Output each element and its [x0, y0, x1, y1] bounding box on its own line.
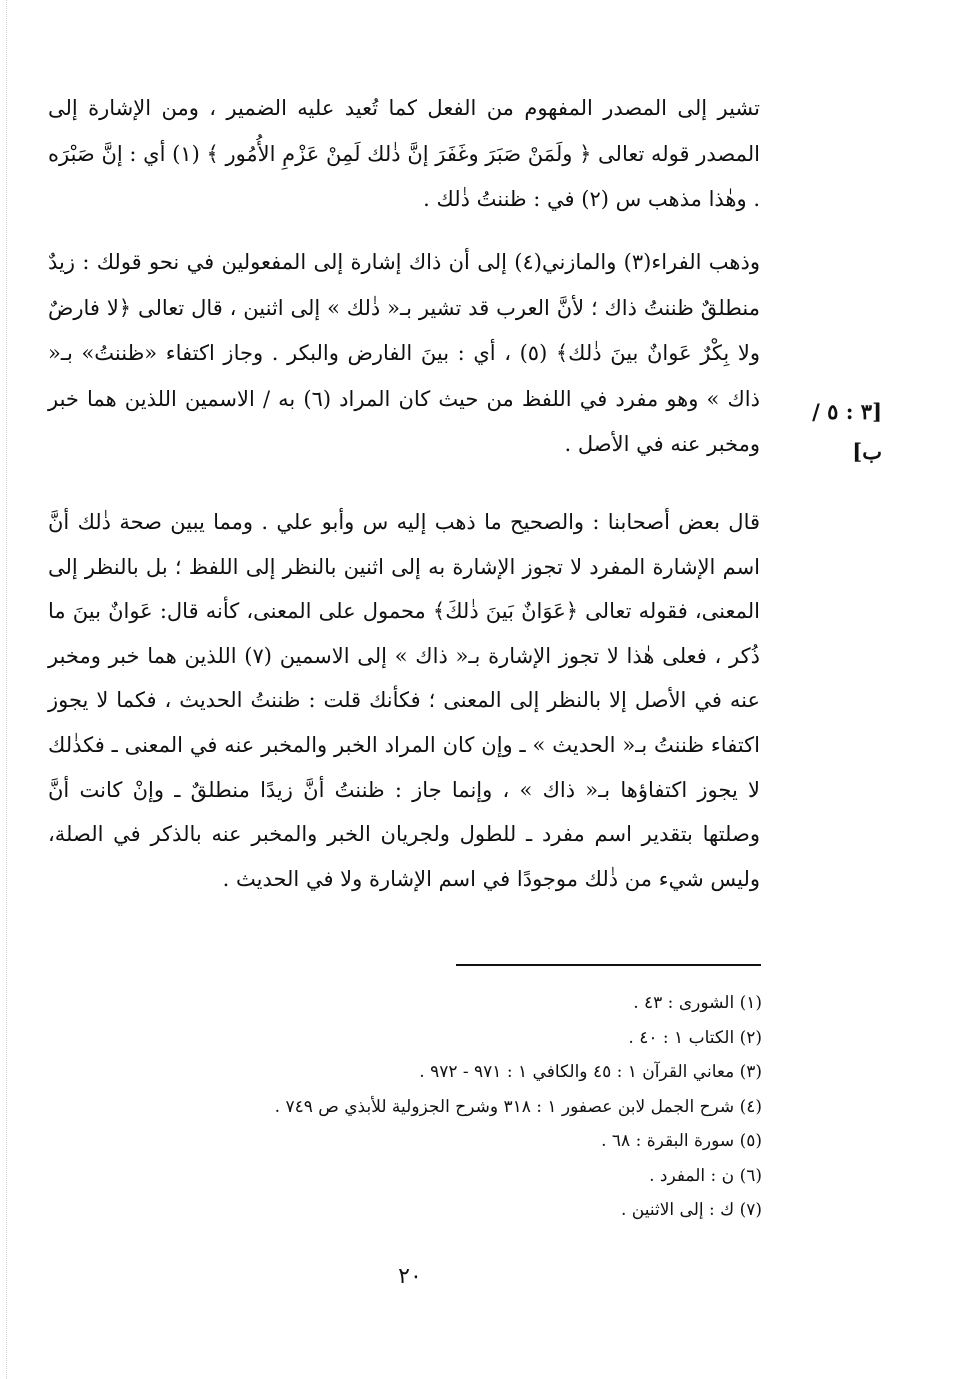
main-paragraph-2	[48, 240, 760, 468]
footnote-item: (٦) ن : المفرد .	[649, 1165, 762, 1186]
footnote-item: (٣) معاني القرآن ١ : ٤٥ والكافي ١ : ٩٧١ - ٩٧٢ .	[419, 1062, 762, 1082]
manuscript-folio-reference: [٣ : ٥ /ب]	[812, 399, 882, 464]
footnotes-list	[100, 986, 762, 1228]
footnote-item: (٧) ك : إلى الاثنين .	[621, 1200, 762, 1220]
paragraph-text: قال بعض أصحابنا : والصحيح ما ذهب إليه س وأبو علي . ومما يبين صحة ذٰلك أنَّ اسم الإشارة المفرد لا تجوز الإشارة به إلى اثنين بالنظر إلى اللفظ ؛ بل بالنظر إلى المعنى، فقوله تعالى ﴿عَوَانٌ بَينَ ذٰلكَ﴾ محمول على المعنى، كأنه قال: عَوانٌ بينَ ما ذُكر ، فعلى هٰذا لا تجوز الإشارة بـ« ذاك » إلى الاسمين (٧) اللذين هما خبر ومخبر عنه في الأصل إلا بالنظر إلى المعنى ؛ فكأنك قلت : ظننتُ الحديث ، فكما لا يجوز اكتفاء ظننتُ بـ« الحديث » ـ وإن كان المراد الخبر والمخبر عنه في المعنى ـ فكذٰلك لا يجوز اكتفاؤها بـ« ذاك » ، وإنما جاز : ظننتُ أنَّ زيدًا منطلقٌ ـ وإنْ كانت أنَّ وصلتها بتقدير اسم مفرد ـ للطول ولجريان الخبر والمخبر عنه بالذكر في الصلة، وليس شيء من ذٰلك موجودًا في اسم الإشارة ولا في الحديث .	[48, 510, 760, 891]
paragraph-text: وذهب الفراء(٣) والمازني(٤) إلى أن ذاك إشارة إلى المفعولين في نحو قولك : زيدٌ منطلقٌ ظننتُ ذاك ؛ لأنَّ العرب قد تشير بـ« ذٰلك » إلى اثنين ، قال تعالى ﴿لا فارضٌ ولا بِكْرٌ عَوانٌ بينَ ذٰلك﴾ (٥) ، أي : بينَ الفارض والبكر . وجاز اكتفاء «ظننتُ» بـ« ذاك » وهو مفرد في اللفظ من حيث كان المراد (٦) به / الاسمين اللذين هما خبر ومخبر عنه في الأصل .	[48, 250, 761, 456]
main-paragraph-1	[48, 86, 760, 223]
footnote-item: (٤) شرح الجمل لابن عصفور ١ : ٣١٨ وشرح الجزولية للأبذي ص ٧٤٩ .	[274, 1096, 762, 1117]
main-paragraph-3	[48, 500, 760, 901]
scan-edge-mark	[6, 0, 8, 1379]
footnote-item: (٢) الكتاب ١ : ٤٠ .	[628, 1027, 762, 1048]
page-number: ٢٠	[398, 1264, 422, 1289]
footnote-item: (١) الشورى : ٤٣ .	[633, 993, 762, 1013]
paragraph-text: تشير إلى المصدر المفهوم من الفعل كما تُعيد عليه الضمير ، ومن الإشارة إلى المصدر قوله تعالى ﴿ ولَمَنْ صَبَرَ وغَفَرَ إنَّ ذٰلك لَمِنْ عَزْمِ الأُمُور ﴾ (١) أي : إنَّ صَبْرَه . وهٰذا مذهب س (٢) في : ظننتُ ذٰلك .	[48, 96, 760, 211]
footnote-item: (٥) سورة البقرة : ٦٨ .	[601, 1131, 762, 1151]
footnote-separator	[456, 964, 761, 966]
